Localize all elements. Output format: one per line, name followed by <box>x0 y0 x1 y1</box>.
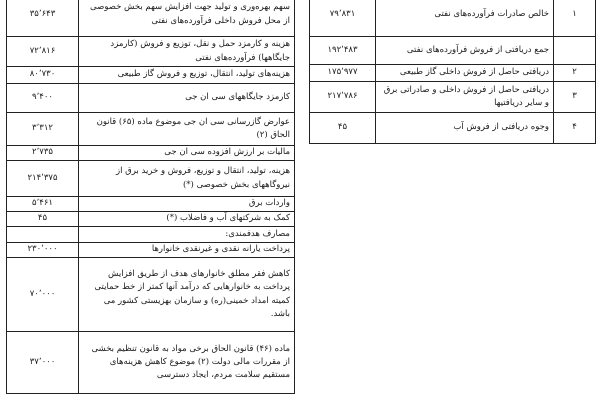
table-row <box>310 0 596 37</box>
description-cell: هزینه‌های تولید، انتقال، توزیع و فروش گاز طبیعی <box>79 67 295 84</box>
amount-cell <box>7 227 79 243</box>
description-cell: خالص صادرات فرآورده‌های نفتی <box>376 0 554 37</box>
amount-cell: ۷۹٬۸۳۱ <box>310 0 376 37</box>
row-number: ۴ <box>554 113 596 144</box>
row-number: ۱ <box>554 0 596 37</box>
description-cell: پرداخت یارانه نقدی و غیرنقدی خانوارها <box>79 243 295 258</box>
row-number: ۳ <box>554 82 596 113</box>
amount-cell: ۷۲٬۸۱۶ <box>7 37 79 67</box>
description-cell: دریافتی حاصل از فروش داخلی و صادراتی برق و سایر دریافتیها <box>376 82 554 113</box>
table-row <box>7 113 295 146</box>
amount-cell: ۲۱۷٬۷۸۶ <box>310 82 376 113</box>
amount-cell: ۲٬۷۳۵ <box>7 146 79 161</box>
amount-cell: ۱۷۵٬۹۷۷ <box>310 65 376 82</box>
description-cell: عوارض گازرسانی سی ان جی موضوع ماده (۶۵) قانون الحاق (۲) <box>79 113 295 146</box>
amount-cell: ۸۰٬۷۳۰ <box>7 67 79 84</box>
table-row <box>310 65 596 82</box>
description-cell: کارمزد جایگاههای سی ان جی <box>79 84 295 113</box>
table-row <box>7 67 295 84</box>
row-number: ۲ <box>554 65 596 82</box>
table-row <box>310 113 596 144</box>
description-cell: هزینه، تولید، انتقال و توزیع، فروش و خرید برق از نیروگاههای بخش خصوصی (*) <box>79 161 295 197</box>
table-row <box>7 258 295 332</box>
description-cell: ماده (۴۶) قانون الحاق برخی مواد به قانون تنظیم بخشی از مقررات مالی دولت (۲) موضوع کاهش هزینه‌های مستقیم سلامت مردم، ایجاد دسترسی <box>79 332 295 394</box>
description-cell: وجوه دریافتی از فروش آب <box>376 113 554 144</box>
amount-cell: ۵٬۴۶۱ <box>7 197 79 212</box>
row-number <box>554 37 596 65</box>
description-cell: دریافتی حاصل از فروش داخلی گاز طبیعی <box>376 65 554 82</box>
description-cell: جمع دریافتی از فروش فرآورده‌های نفتی <box>376 37 554 65</box>
section-heading: مصارف هدفمندی: <box>79 227 295 243</box>
amount-cell: ۹٬۴۰۰ <box>7 84 79 113</box>
expenditures-table <box>6 0 295 394</box>
amount-cell: ۴۵ <box>310 113 376 144</box>
table-row <box>7 161 295 197</box>
table-row <box>7 146 295 161</box>
table-row <box>7 243 295 258</box>
amount-cell: ۲۳۰٬۰۰۰ <box>7 243 79 258</box>
description-cell: هزینه و کارمزد حمل و نقل، توزیع و فروش (کارمزد جایگاهها) فرآورده‌های نفتی <box>79 37 295 67</box>
table-row <box>7 212 295 227</box>
table-row <box>7 197 295 212</box>
table-row <box>7 227 295 243</box>
table-row <box>7 84 295 113</box>
description-cell: کمک به شرکتهای آب و فاضلاب (*) <box>79 212 295 227</box>
table-row <box>7 332 295 394</box>
description-cell: سهم بهره‌وری و تولید جهت افزایش سهم بخش خصوصی از محل فروش داخلی فرآورده‌های نفتی <box>79 0 295 37</box>
amount-cell: ۲۱۴٬۳۷۵ <box>7 161 79 197</box>
amount-cell: ۱۹۲٬۴۸۳ <box>310 37 376 65</box>
description-cell: واردات برق <box>79 197 295 212</box>
amount-cell: ۴۵ <box>7 212 79 227</box>
table-row <box>7 0 295 37</box>
revenues-table <box>309 0 596 144</box>
amount-cell: ۳۵٬۶۴۳ <box>7 0 79 37</box>
description-cell: کاهش فقر مطلق خانوارهای هدف از طریق افزایش پرداخت به خانوارهایی که درآمد آنها کمتر از خط حمایتی کمیته امداد خمینی(ره) و سازمان بهزیستی کشور می باشد. <box>79 258 295 332</box>
table-row <box>310 82 596 113</box>
table-row <box>310 37 596 65</box>
table-row <box>7 37 295 67</box>
amount-cell: ۳٬۳۱۲ <box>7 113 79 146</box>
amount-cell: ۳۷٬۰۰۰ <box>7 332 79 394</box>
amount-cell: ۷۰٬۰۰۰ <box>7 258 79 332</box>
description-cell: مالیات بر ارزش افزوده سی ان جی <box>79 146 295 161</box>
